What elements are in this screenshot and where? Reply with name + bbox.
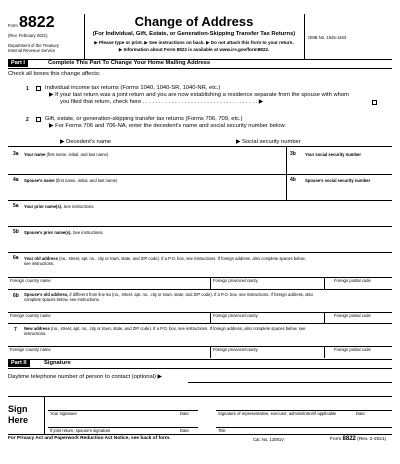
old-address-input[interactable] <box>22 267 392 277</box>
line6a-label-2: see instructions. <box>24 261 55 266</box>
spouse-prior-name-input[interactable] <box>22 236 392 250</box>
your-signature-label: Your signature <box>50 411 77 416</box>
your-signature-input[interactable] <box>48 400 176 409</box>
line4a-number: 4a <box>13 177 19 183</box>
line7-number: 7 <box>14 327 17 333</box>
spouse-signature-input[interactable] <box>48 418 176 427</box>
catalog-number: Cat. No. 12081V <box>253 437 284 442</box>
line4b-label: Spouse's social security number <box>305 178 371 183</box>
7-foreign-postal-label: Foreign postal code <box>334 347 371 352</box>
part2-title: Signature <box>44 360 71 366</box>
line3b-label: Your social security number <box>305 152 362 157</box>
omb-number: OMB No. 1545-1163 <box>308 35 347 40</box>
line3a-label: Your name (first name, initial, and last name) <box>24 152 109 157</box>
line1-joint-text: ▶ If your last return was a joint return and you are now establishing a residence separate from the spouse with whom <box>49 92 349 98</box>
form-subtitle: (For Individual, Gift, Estate, or Generation-Skipping Transfer Tax Returns) <box>92 31 296 37</box>
your-signature-date-label: Date <box>180 411 189 416</box>
6a-foreign-postal-label: Foreign postal code <box>334 278 371 283</box>
dept-treasury: Department of the Treasury <box>8 43 59 48</box>
title-label: Title <box>218 428 226 433</box>
form-revision: (Rev. February 2021) <box>8 33 48 38</box>
daytime-phone-label: Daytime telephone number of person to contact (optional) ▶ <box>8 374 162 380</box>
your-name-input[interactable] <box>22 158 284 172</box>
privacy-notice: For Privacy Act and Paperwork Reduction Act Notice, see back of form. <box>8 436 171 441</box>
line6b-label: Spouse's old address, if different from line 6a (no., street, apt. no., city or town, state, and ZIP code). If a P.O. box, see instructions. If foreign address, also <box>24 292 313 297</box>
line3a-number: 3a <box>13 151 19 157</box>
form-title: Change of Address <box>134 14 254 29</box>
decedent-ssn-label: ▶ Social security number <box>236 139 301 145</box>
form-word: Form <box>8 23 18 28</box>
spouse-ssn-input[interactable] <box>288 184 392 198</box>
new-address-input[interactable] <box>22 337 392 346</box>
line2-checkbox[interactable] <box>36 117 41 122</box>
joint-return-checkbox[interactable] <box>372 100 377 105</box>
line2-decedent-instruction: ▶ For Forms 706 and 706-NA, enter the decedent's name and social security number below. <box>49 123 286 129</box>
here-label: Here <box>8 415 29 425</box>
line6b-number: 6b <box>13 293 19 299</box>
decedent-name-label: ▶ Decedent's name <box>60 139 112 145</box>
line2-text: Gift, estate, or generation-skipping transfer tax returns (Forms 706, 709, etc.) <box>45 116 243 122</box>
title-input[interactable] <box>216 418 392 427</box>
6a-foreign-country-label: Foreign country name <box>10 278 51 283</box>
footer-form-id: Form 8822 (Rev. 2-2021) <box>330 436 387 442</box>
part1-title: Complete This Part To Change Your Home Mailing Address <box>48 60 211 66</box>
line4b-number: 4b <box>290 177 296 183</box>
line5a-label: Your prior name(s). See instructions. <box>24 204 95 209</box>
line7-label-2: instructions. <box>24 331 47 336</box>
line5a-number: 5a <box>13 203 19 209</box>
line1-text: Individual income tax returns (Forms 1040, 1040-SR, 1040-NR, etc.) <box>45 85 221 91</box>
check-all-instruction: Check all boxes this change affects: <box>8 71 101 77</box>
sign-label: Sign <box>8 404 28 414</box>
6b-foreign-postal-label: Foreign postal code <box>334 313 371 318</box>
7-foreign-country-label: Foreign country name <box>10 347 51 352</box>
line6b-label-2: complete spaces below, see instructions. <box>24 297 100 302</box>
part2-badge: Part II <box>8 360 30 367</box>
line1-number: 1 <box>26 86 29 92</box>
line5b-label: Spouse's prior name(s). See instructions. <box>24 230 104 235</box>
line3b-number: 3b <box>290 151 296 157</box>
prior-name-input[interactable] <box>22 210 392 224</box>
line4a-label: Spouse's name (first name, initial, and last name) <box>24 178 118 183</box>
6b-foreign-country-label: Foreign country name <box>10 313 51 318</box>
spouse-old-address-input[interactable] <box>22 303 392 312</box>
representative-signature-input[interactable] <box>216 400 346 409</box>
line5b-number: 5b <box>13 229 19 235</box>
6a-foreign-province-label: Foreign province/county <box>213 278 258 283</box>
line1-joint-text-2: you filed that return, check here . . . . . . . . . . . . . . . . . . . . . . . . . . . . . . . . . . . . ▶ <box>60 99 264 105</box>
line1-checkbox[interactable] <box>36 86 41 91</box>
7-foreign-province-label: Foreign province/county <box>213 347 258 352</box>
form-instruction-1: ▶ Please type or print. ▶ See instructions on back. ▶ Do not attach this form to your return. <box>94 40 294 45</box>
spouse-name-input[interactable] <box>22 184 284 198</box>
6b-foreign-province-label: Foreign province/county <box>213 313 258 318</box>
representative-date-label: Date <box>356 411 365 416</box>
spouse-signature-date-label: Date <box>180 428 189 433</box>
form-number: 8822 <box>19 14 55 31</box>
daytime-phone-input[interactable] <box>188 372 392 382</box>
line6a-number: 6a <box>13 255 19 261</box>
spouse-signature-label: If joint return, spouse's signature <box>50 428 111 433</box>
part1-badge: Part I <box>8 60 28 67</box>
line6a-label: Your old address (no., street, apt. no., city or town, state, and ZIP code). If a P.O. box, see instructions. If foreign address, also complete spaces below, <box>24 256 306 261</box>
your-ssn-input[interactable] <box>288 158 392 172</box>
dept-irs: Internal Revenue Service <box>8 48 56 53</box>
form-instruction-2: ▶ Information about Form 8822 is available at www.irs.gov/form8822. <box>118 47 270 52</box>
line7-label: New address (no., street, apt. no., city or town, state, and ZIP code). If a P.O. box, see instructions. If foreign address, also complete spaces below, see <box>24 326 306 331</box>
representative-signature-label: Signature of representative, executor, administrator/if applicable <box>218 411 337 416</box>
line2-number: 2 <box>26 117 29 123</box>
